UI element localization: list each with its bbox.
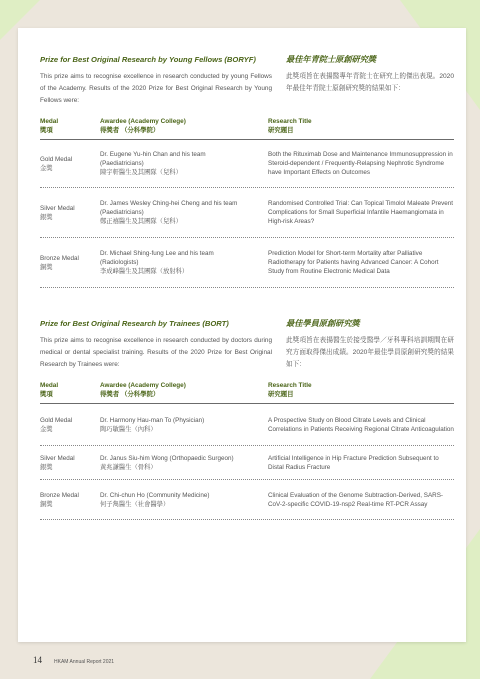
awardee-name: Dr. Harmony Hau-man To (Physician) (100, 416, 205, 424)
header-research-title: Research Title (268, 118, 312, 125)
header-medal: Medal (40, 382, 59, 389)
header-research-title: Research Title (268, 382, 312, 389)
intro-text: This prize aims to recognise excellence in research conducted by young Fellows of the Academy. Results of the 2020 Prize for Best Original Research by Young Fellows were: (40, 73, 272, 104)
research-title: Randomised Controlled Trial: Can Topical Timolol Maleate Prevent Complications for Small Superficial Infantile Haemangiomata in High-risk Areas? (268, 200, 454, 225)
awardee-name: Dr. Eugene Yu-hin Chan and his team (Paediatricians) (100, 151, 206, 167)
table-row (40, 238, 454, 288)
medal-name: Bronze Medal (40, 491, 79, 499)
header-research-title-zh: 研究題目 (268, 127, 294, 134)
page-number: 14 (33, 655, 42, 665)
table-row (40, 446, 454, 480)
awardee-name: Dr. James Wesley Ching-hei Cheng and his team (Paediatricians) (100, 200, 238, 216)
research-title: Artificial Intelligence in Hip Fracture Prediction Subsequent to Distal Radius Fracture (268, 454, 439, 471)
research-title: Prediction Model for Short-term Mortality after Palliative Radiotherapy for Patients having Advanced Cancer: A Cohort Study from Routine Electronic Medical Data (268, 250, 439, 275)
medal-name: Bronze Medal (40, 254, 79, 262)
bort-section (40, 318, 454, 520)
section-title: Prize for Best Original Research by Young Fellows (BORYF) (40, 55, 256, 64)
awardee-name-zh: 何子雋醫生（社會醫學） (100, 500, 170, 508)
report-name: HKAM Annual Report 2021 (54, 659, 115, 665)
header-awardee-zh: 得獎者 （分科學院） (100, 391, 160, 398)
awardee-name-zh: 陳宇軒醫生及其團隊（兒科） (100, 169, 182, 176)
boryf-section (40, 54, 454, 288)
section-title: Prize for Best Original Research by Trainees (BORT) (40, 319, 229, 328)
intro-text: This prize aims to recognise excellence in research conducted by doctors during medical or dental specialist training. Results of the 2020 Prize for Best Original Research by Trainees were: (40, 337, 272, 368)
awardee-name: Dr. Chi-chun Ho (Community Medicine) (100, 491, 210, 499)
table-row (40, 188, 454, 238)
awardee-name: Dr. Janus Siu-him Wong (Orthopaedic Surgeon) (100, 454, 234, 462)
research-title: Both the Rituximab Dose and Maintenance Immunosuppression in Steroid-dependent / Frequently-Relapsing Nephrotic Syndrome have Important Effects on Outcomes (268, 151, 453, 176)
header-medal: Medal (40, 118, 59, 125)
medal-name-zh: 銀獎 (40, 463, 53, 471)
awardee-name-zh: 鄭正禧醫生及其團隊（兒科） (100, 218, 182, 225)
medal-name: Silver Medal (40, 204, 75, 212)
research-title: Clinical Evaluation of the Genome Subtraction-Derived, SARS-CoV-2-specific COVID-19-nsp2 Real-time RT-PCR Assay (268, 491, 443, 508)
section-title-zh: 最佳學員原創研究獎 (286, 319, 360, 328)
medal-name-zh: 銀獎 (40, 213, 53, 221)
header-awardee: Awardee (Academy College) (100, 382, 186, 389)
header-awardee: Awardee (Academy College) (100, 118, 186, 125)
table-row (40, 480, 454, 520)
header-research-title-zh: 研究題目 (268, 391, 294, 398)
intro-text-zh: 此獎項旨在表揚醫專年青院士在研究上的傑出表現。2020年最佳年青院士原創研究獎的結果如下： (286, 73, 454, 92)
table-row (40, 404, 454, 446)
medal-name-zh: 銅獎 (40, 263, 53, 271)
section-title-zh: 最佳年青院士原創研究獎 (286, 55, 377, 64)
awardee-name-zh: 李成峰醫生及其團隊（放射科） (100, 268, 189, 275)
research-title: A Prospective Study on Blood Citrate Levels and Clinical Correlations in Patients Receiving Regional Citrate Anticoagulation (268, 416, 454, 433)
medal-name: Gold Medal (40, 416, 73, 424)
medal-name-zh: 銅獎 (40, 500, 53, 508)
table-header (40, 381, 454, 404)
table-row (40, 140, 454, 188)
medal-name: Gold Medal (40, 155, 73, 163)
table-header (40, 117, 454, 140)
header-medal-zh: 獎項 (40, 391, 53, 398)
header-awardee-zh: 得獎者 （分科學院） (100, 127, 160, 134)
awardee-name: Dr. Michael Shing-fung Lee and his team (Radiologists) (100, 250, 214, 266)
medal-name-zh: 金獎 (40, 425, 53, 433)
content-card (18, 28, 466, 642)
medal-name-zh: 金獎 (40, 164, 53, 172)
medal-name: Silver Medal (40, 454, 75, 462)
page-footer (33, 655, 114, 665)
intro-text-zh: 此獎項旨在表揚醫生於接受醫學／牙科專科培訓期間在研究方面取得傑出成績。2020年最佳學員原創研究獎的結果如下： (286, 337, 454, 368)
header-medal-zh: 獎項 (40, 127, 53, 134)
awardee-name-zh: 陶巧敏醫生（內科） (100, 425, 157, 433)
awardee-name-zh: 黃兆謙醫生（骨科） (100, 463, 157, 471)
